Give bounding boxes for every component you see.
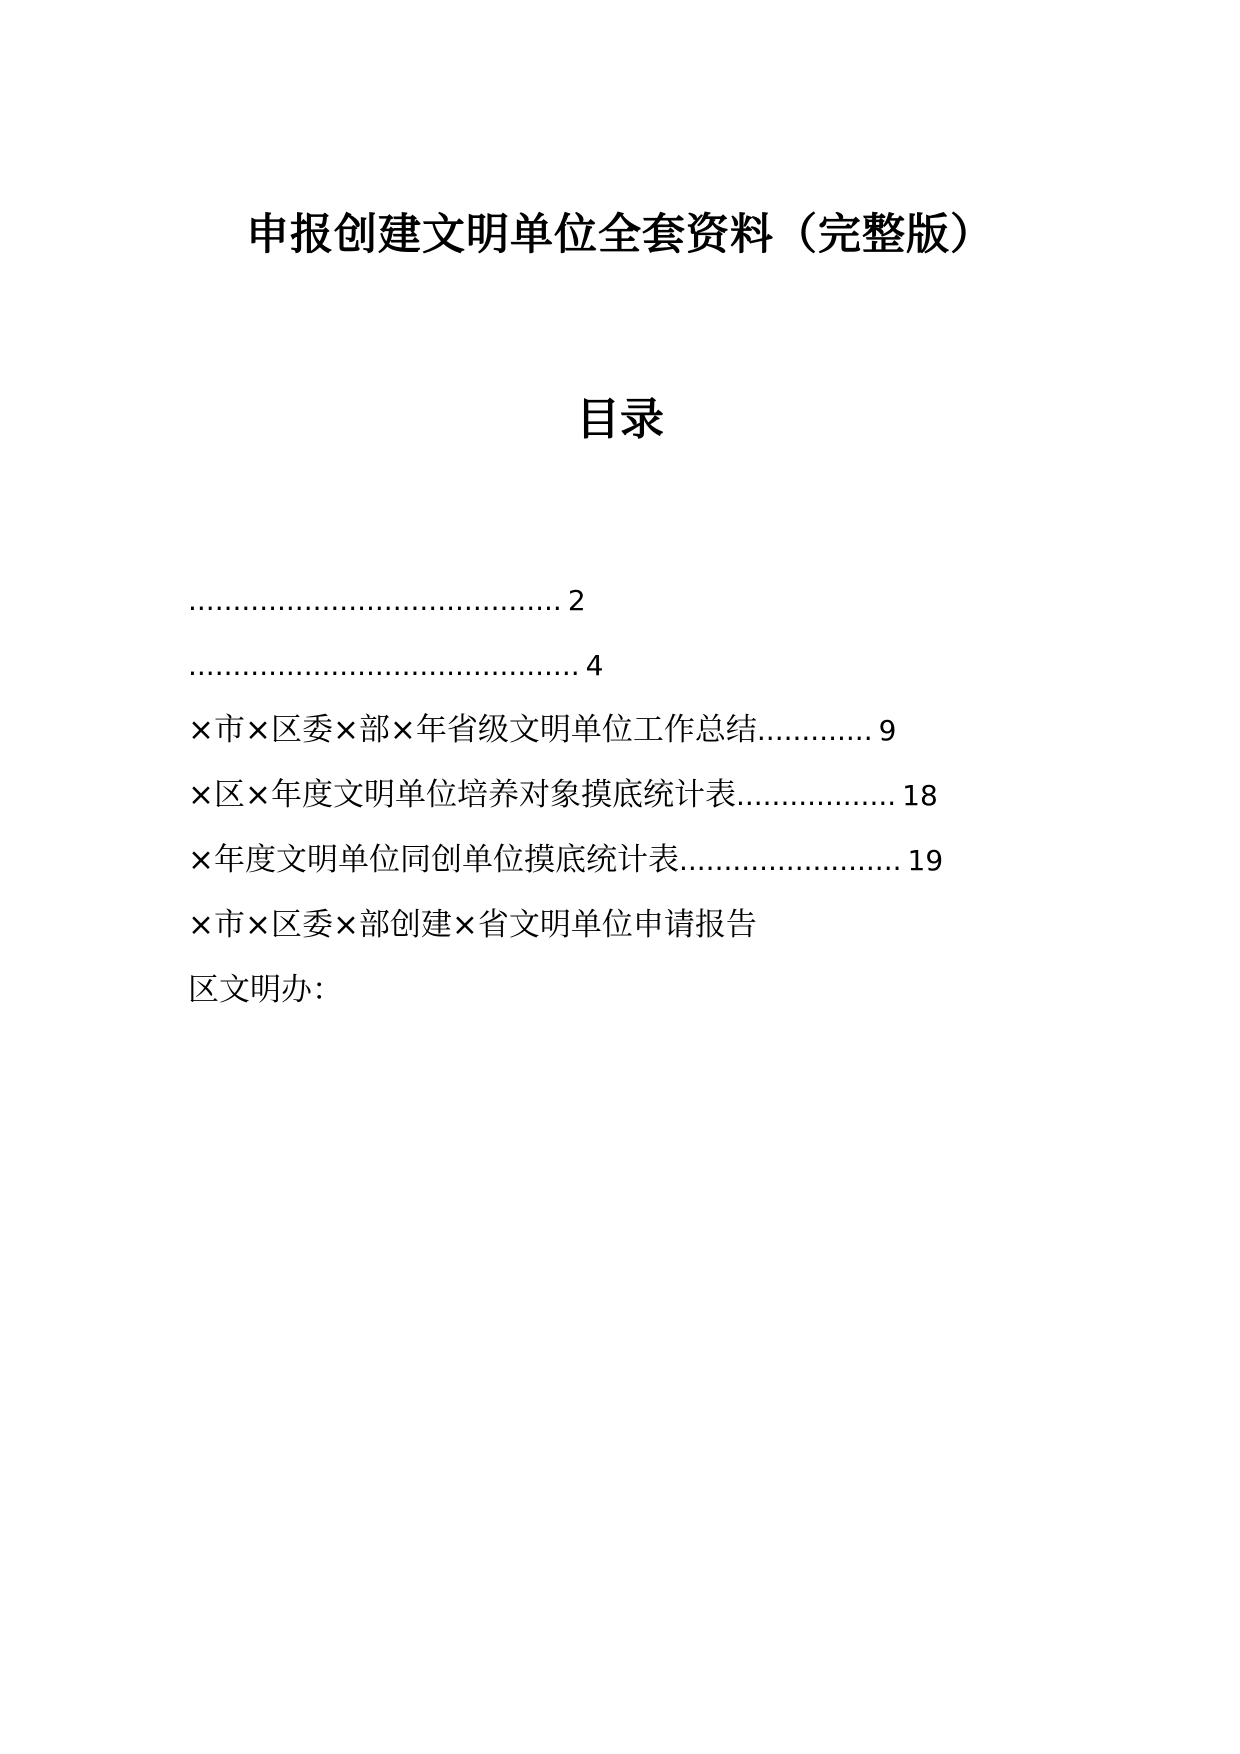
toc-page-number: 9 [878,714,897,747]
toc-leader-dots: .......................................... [188,584,562,617]
toc-entry-text: ×年度文明单位同创单位摸底统计表 [188,842,679,878]
toc-page-number: 2 [567,584,586,617]
toc-entry-text: 区文明办： [188,972,343,1008]
toc-page-number: 4 [585,649,604,682]
toc-leader-dots: ............................................ [188,649,580,682]
toc-entry[interactable] [188,965,1088,1030]
toc-entry[interactable] [188,900,1088,965]
toc-entry-text: ×市×区委×部创建×省文明单位申请报告 [188,907,757,943]
toc-entry[interactable] [188,640,1088,705]
toc-leader-dots: ............. [756,714,873,747]
toc-page-number: 19 [907,844,944,877]
toc-entry-text: ×市×区委×部×年省级文明单位工作总结 [188,712,757,748]
toc-entry[interactable] [188,705,1088,770]
toc-leader-dots: ......................... [678,844,902,877]
document-title: 申报创建文明单位全套资料（完整版） [246,210,994,260]
toc-entry-text: ×区×年度文明单位培养对象摸底统计表 [188,777,736,813]
toc-entry[interactable] [188,835,1088,900]
toc-entry[interactable] [188,770,1088,835]
toc-heading: 目录 [576,394,664,445]
toc-entry[interactable] [188,575,1088,640]
table-of-contents [188,575,1088,1030]
toc-page-number: 18 [902,779,938,812]
toc-leader-dots: .................. [735,779,897,812]
